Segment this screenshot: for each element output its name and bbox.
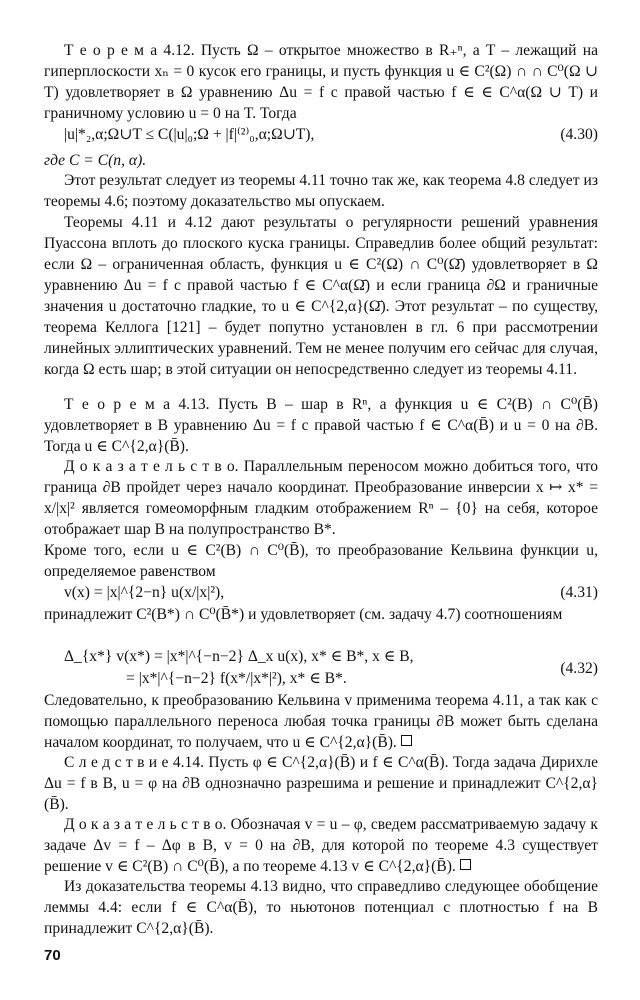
kelvin-transform-paragraph (44, 540, 598, 582)
lemma-generalization (44, 876, 598, 939)
lemma-generalization-text: Из доказательства теоремы 4.13 видно, что справедливо следующее обобщение леммы 4.4: если f ∈ C^α(B̄), то ньютонов потенциал с плотностью f на B принадлежит C^{2,α}(B̄). (44, 878, 598, 937)
equation-4-31-body: v(x) = |x|^{2−n} u(x/|x|²), (64, 584, 225, 601)
equation-4-30 (64, 124, 598, 145)
belongs-paragraph (44, 604, 598, 625)
corollary-4-14 (44, 752, 598, 815)
equation-4-31 (64, 582, 598, 603)
where-clause (44, 150, 598, 171)
equation-4-32-first-line: Δ_{x*} v(x*) = |x*|^{−n−2} Δ_x u(x), x* ∈ B*, x ∈ B, (64, 648, 414, 665)
paragraph-result (44, 170, 598, 212)
belongs-text: принадлежит C²(B*) ∩ C⁰(B̄*) и удовлетворяет (см. задачу 4.7) соотношениям (44, 606, 563, 623)
consequence-paragraph (44, 690, 598, 753)
paragraph-kellogg-text: Теоремы 4.11 и 4.12 дают результаты о регулярности решений уравнения Пуассона вплоть до плоского куска границы. Справедлив более общий результат: если Ω – ограниченная область, функция u ∈ C²(Ω) ∩ C⁰(Ω̄) удовлетворяет в Ω уравнению Δu = f с правой частью f ∈ C^α(Ω̄) и если граница ∂Ω и граничные значения u достаточно гладкие, то u ∈ C^{2,α}(Ω̄). Этот результат – по существу, теорема Келлога [121] – будет попутно установлен в гл. 6 при рассмотрении линейных эллиптических уравнений. Тем не менее получим его сейчас для случая, когда Ω есть шар; в этой ситуации он непосредственно следует из теоремы 4.11. (44, 214, 598, 378)
equation-4-32-line1 (64, 646, 598, 667)
page-number: 70 (44, 947, 61, 964)
equation-4-32-second-line: = |x*|^{−n−2} f(x*/|x*|²), x* ∈ B*. (126, 670, 347, 687)
theorem-4-12 (44, 40, 598, 124)
proof-4-13 (44, 456, 598, 540)
paragraph-result-text: Этот результат следует из теоремы 4.11 точно так же, как теорема 4.8 следует из теоремы 4.6; поэтому доказательство мы опускаем. (44, 172, 598, 210)
consequence-text: Следовательно, к преобразованию Кельвина v применима теорема 4.11, а так как с помощью параллельного переноса любая точка границы ∂B может быть сделана началом координат, то получаем, что u ∈ C^{2,α}(B̄). (44, 692, 598, 751)
paragraph-kellogg (44, 212, 598, 380)
proof-4-14-text: Д о к а з а т е л ь с т в о. Обозначая v = u – φ, сведем рассматриваемую задачу к задаче Δv = f – Δφ в B, v = 0 на ∂B, для которой по теореме 4.3 существует решение v ∈ C²(B) ∩ C⁰(B̄), а по теореме 4.13 v ∈ C^{2,α}(B̄). (44, 816, 598, 875)
equation-4-30-body: |u|*₂,α;Ω∪T ≤ C(|u|₀;Ω + |f|⁽²⁾₀,α;Ω∪T), (64, 126, 315, 143)
equation-4-30-number: (4.30) (560, 126, 598, 143)
theorem-4-13-text: Т е о р е м а 4.13. Пусть B – шар в Rⁿ, а функция u ∈ C²(B) ∩ C⁰(B̄) удовлетворяет в B уравнению Δu = f с правой частью f ∈ C^α(B̄) и u = 0 на ∂B. Тогда u ∈ C^{2,α}(B̄). (44, 396, 598, 455)
corollary-4-14-text: С л е д с т в и е 4.14. Пусть φ ∈ C^{2,α}(B̄) и f ∈ C^α(B̄). Тогда задача Дирихле Δu = f в B, u = φ на ∂B однозначно разрешима и решение и принадлежит C^{2,α}(B̄). (44, 754, 598, 813)
theorem-4-12-text: Т е о р е м а 4.12. Пусть Ω – открытое множество в R₊ⁿ, а T – лежащий на гиперплоскости xₙ = 0 кусок его границы, и пусть функция u ∈ C²(Ω) ∩ ∩ C⁰(Ω ∪ T) удовлетворяет в Ω уравнению Δu = f с правой частью f ∈ ∈ C^α(Ω ∪ T) и граничному условию u = 0 на T. Тогда (44, 42, 598, 122)
proof-4-14 (44, 814, 598, 877)
equation-4-32-number: (4.32) (560, 660, 598, 677)
qed-square-icon (401, 735, 412, 746)
where-clause-text: где C = C(n, α). (44, 152, 147, 169)
theorem-4-13 (44, 394, 598, 457)
kelvin-transform-text: Кроме того, если u ∈ C²(B) ∩ C⁰(B̄), то преобразование Кельвина функции u, определяемое равенством (44, 542, 598, 580)
equation-4-31-number: (4.31) (560, 584, 598, 601)
proof-4-13-text: Д о к а з а т е л ь с т в о. Параллельным переносом можно добиться того, что граница ∂B пройдет через начало координат. Преобразование инверсии x ↦ x* = x/|x|² является гомеоморфным гладким отображением Rⁿ – {0} на себя, которое отображает шар B на полупространство B*. (44, 458, 598, 538)
equation-4-32-line2 (64, 660, 598, 689)
qed-square-icon (460, 859, 471, 870)
